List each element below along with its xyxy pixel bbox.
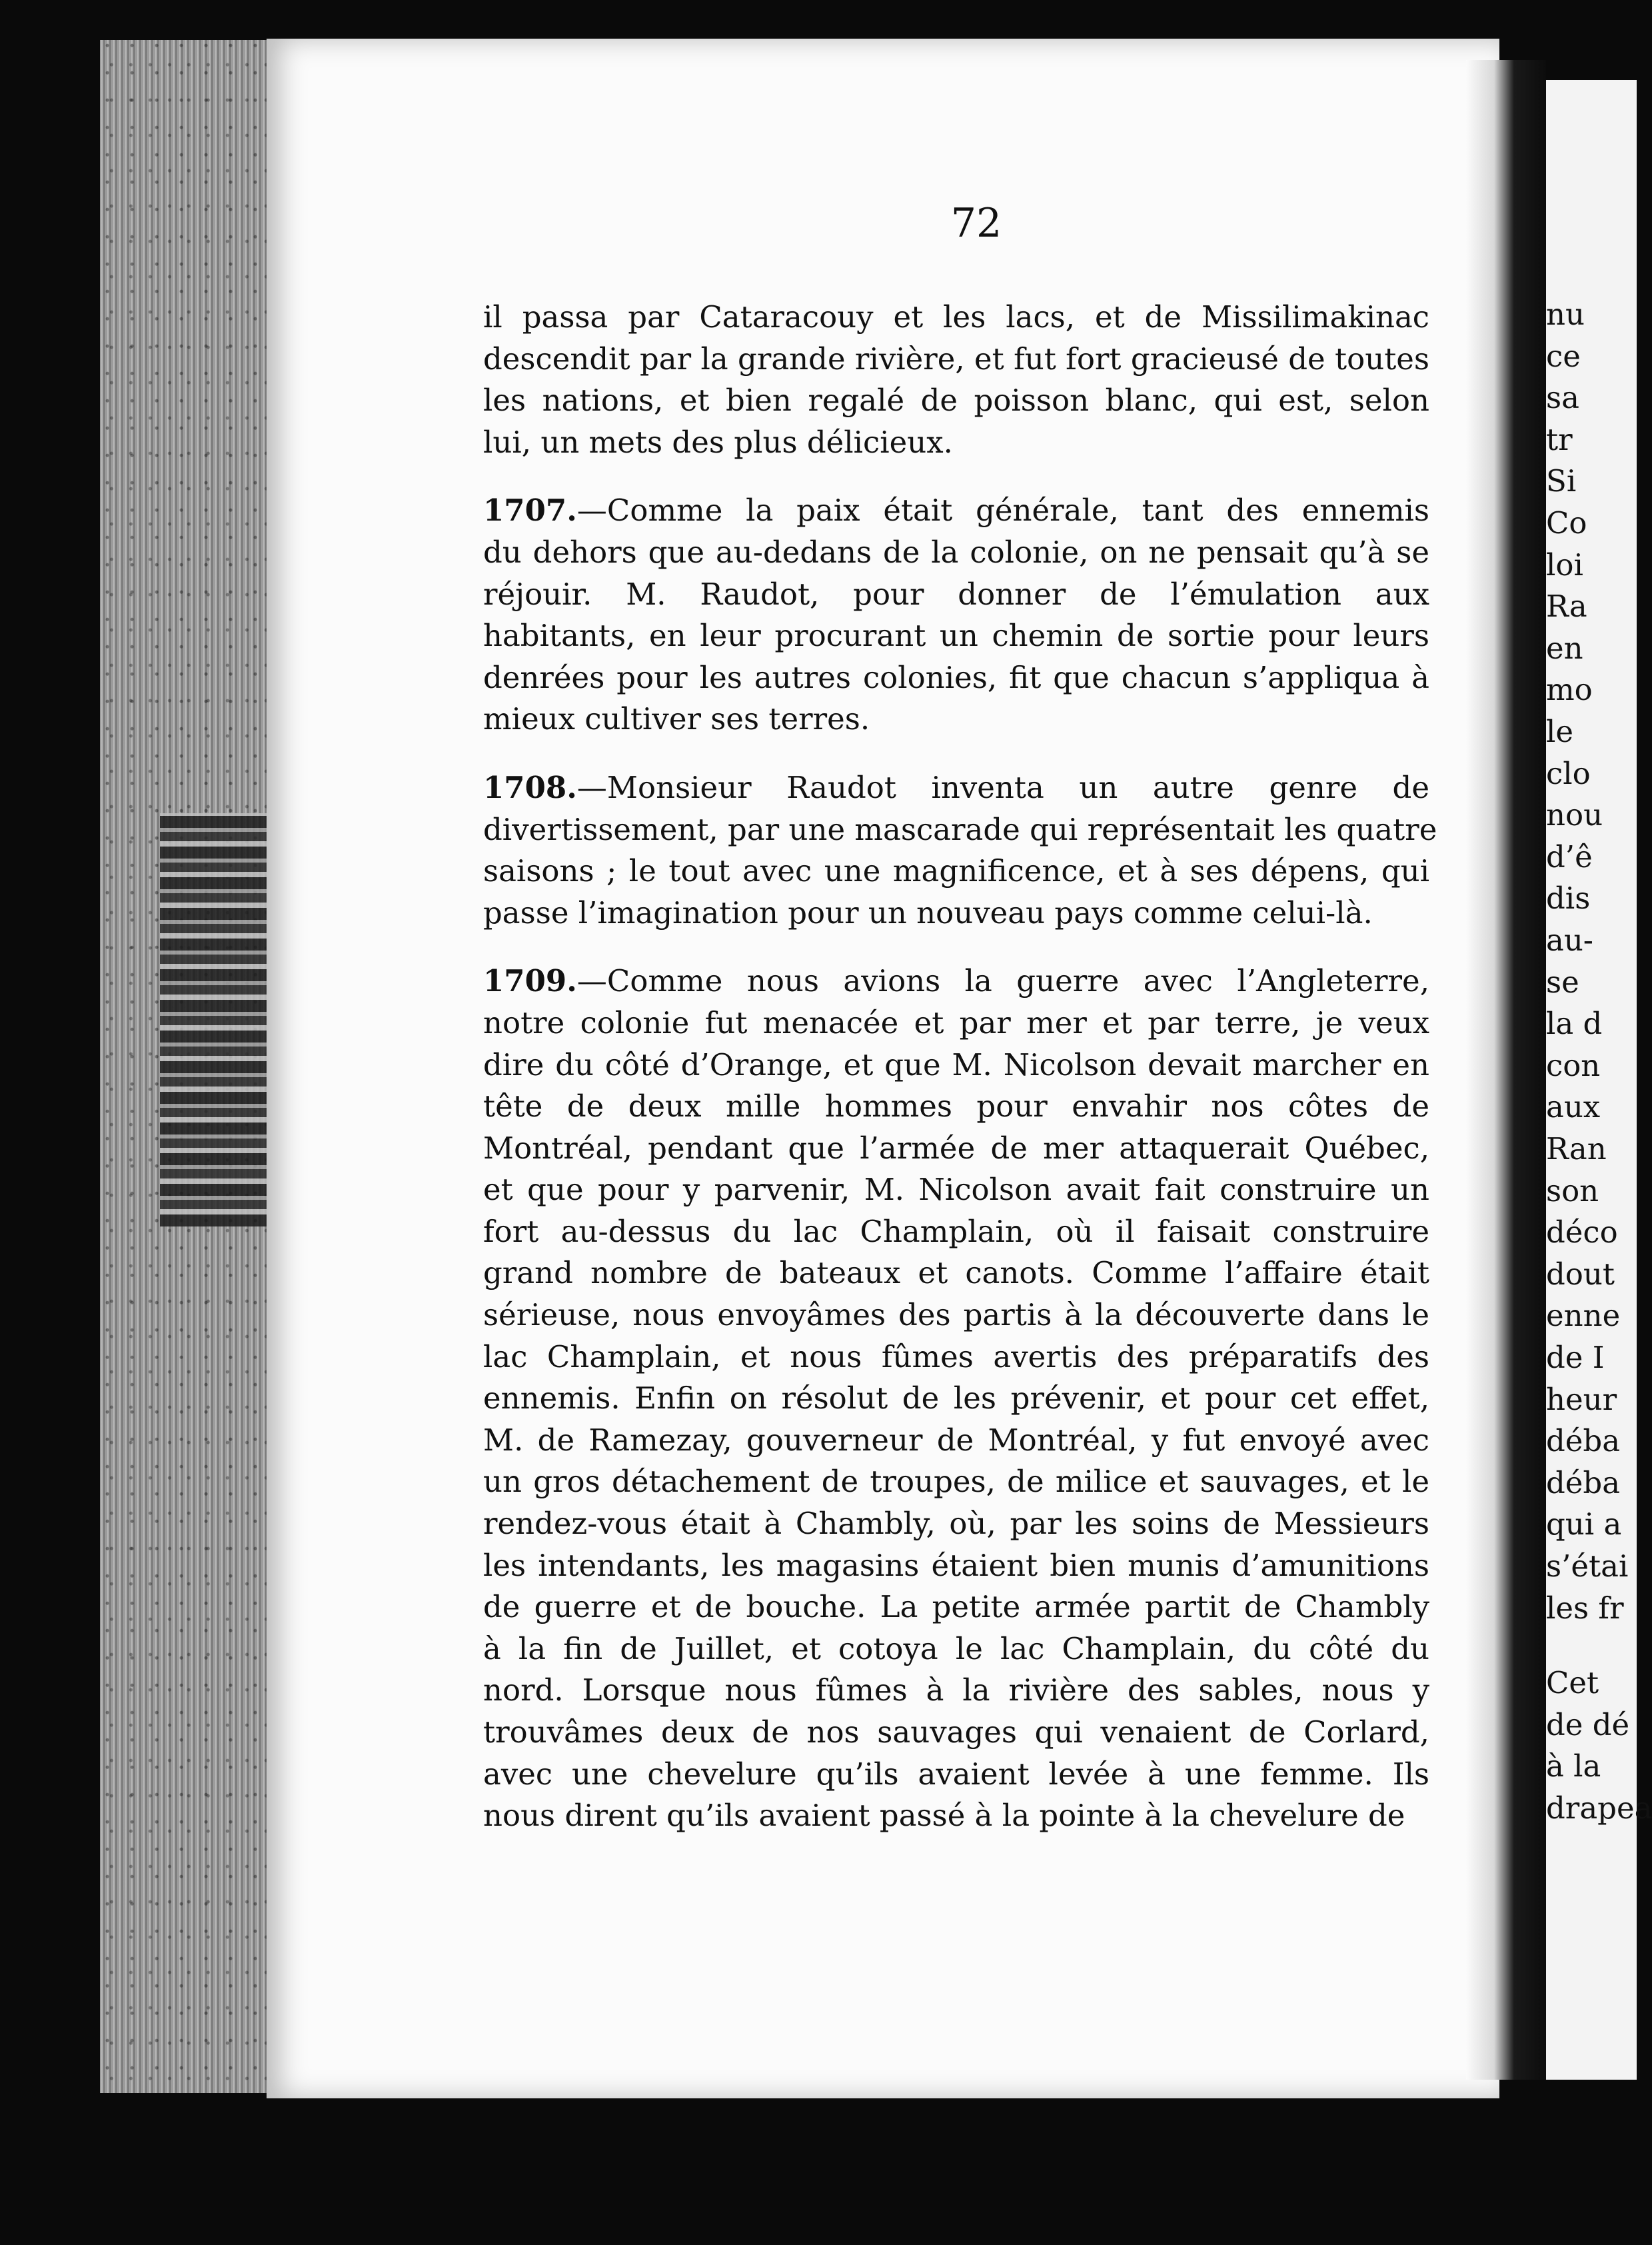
text-line: dire du côté d’Orange, et que M. Nicolson devait marcher en — [483, 1047, 1429, 1083]
text-line: les intendants, les magasins étaient bien munis d’amunitions — [483, 1547, 1429, 1583]
text-line: de guerre et de bouche. La petite armée partit de Chambly — [483, 1589, 1429, 1625]
text-line: denrées pour les autres colonies, fit que chacun s’appliqua à — [483, 659, 1429, 695]
paragraph — [483, 767, 1437, 934]
facing-page-fragment: déba — [1546, 1423, 1621, 1459]
text-line: sérieuse, nous envoyâmes des partis à la découverte dans le — [483, 1297, 1429, 1333]
text-line: notre colonie fut menacée et par mer et par terre, je veux — [483, 1005, 1429, 1041]
text-line: du dehors que au-dedans de la colonie, on ne pensait qu’à se — [483, 534, 1429, 570]
facing-page-fragment: au- — [1546, 923, 1594, 958]
text-line: habitants, en leur procurant un chemin de sortie pour leurs — [483, 618, 1429, 654]
facing-page-fragment: son — [1546, 1172, 1599, 1208]
facing-page-fragment: con — [1546, 1047, 1601, 1083]
year-heading: 1708. — [483, 769, 577, 805]
facing-page-fragment: déco — [1546, 1214, 1618, 1250]
line-text: —Comme nous avions la guerre avec l’Angleterre, — [576, 963, 1429, 999]
facing-page-fragment: nu — [1546, 297, 1585, 332]
text-line: saisons ; le tout avec une magnificence, et à ses dépens, qui — [483, 853, 1429, 889]
facing-page-fragment: heur — [1546, 1381, 1617, 1417]
facing-page-fragment: Co — [1546, 505, 1587, 541]
facing-page-fragment: aux — [1546, 1089, 1601, 1125]
facing-page-fragment: nou — [1546, 797, 1603, 833]
text-line: nord. Lorsque nous fûmes à la rivière des sables, nous y — [483, 1672, 1429, 1708]
facing-page-fragment: Cet — [1546, 1665, 1599, 1701]
text-line: grand nombre de bateaux et canots. Comme l’affaire était — [483, 1255, 1429, 1291]
text-line: divertissement, par une mascarade qui représentait les quatre — [483, 811, 1437, 847]
text-line: mieux cultiver ses terres. — [483, 701, 870, 737]
facing-page-fragment: de I — [1546, 1340, 1605, 1375]
facing-page-fragment: Si — [1546, 463, 1577, 499]
facing-page-fragment: se — [1546, 964, 1579, 1000]
facing-page-fragment: le — [1546, 714, 1574, 749]
facing-page-fragment: loi — [1546, 547, 1583, 583]
facing-page-fragment: dout — [1546, 1256, 1615, 1292]
facing-page-fragment: Ra — [1546, 589, 1587, 625]
text-line: il passa par Cataracouy et les lacs, et de Missilimakinac — [483, 299, 1429, 335]
text-line: descendit par la grande rivière, et fut fort gracieusé de toutes — [483, 341, 1429, 377]
text-line: rendez-vous était à Chambly, où, par les soins de Messieurs — [483, 1506, 1429, 1542]
text-line: réjouir. M. Raudot, pour donner de l’émulation aux — [483, 576, 1429, 612]
text-line — [483, 767, 1429, 809]
text-line: lac Champlain, et nous fûmes avertis des préparatifs des — [483, 1338, 1429, 1374]
text-line: un gros détachement de troupes, de milice et sauvages, et le — [483, 1464, 1429, 1500]
facing-page-fragment: les fr — [1546, 1590, 1624, 1626]
year-heading: 1707. — [483, 493, 577, 529]
facing-page-fragment: dis — [1546, 881, 1591, 917]
text-line: ennemis. Enfin on résolut de les prévenir, et pour cet effet, — [483, 1380, 1429, 1416]
facing-page-fragment: Ran — [1546, 1131, 1607, 1166]
text-line — [483, 490, 1429, 532]
text-line: trouvâmes deux de nos sauvages qui venaient de Corlard, — [483, 1714, 1429, 1750]
text-line: nous dirent qu’ils avaient passé à la pointe à la chevelure de — [483, 1798, 1405, 1834]
library-stamp — [160, 813, 273, 1226]
text-line: à la fin de Juillet, et cotoya le lac Champlain, du côté du — [483, 1630, 1429, 1666]
text-line: avec une chevelure qu’ils avaient levée à une femme. Ils — [483, 1756, 1429, 1792]
text-line: les nations, et bien regalé de poisson blanc, qui est, selon — [483, 383, 1429, 419]
text-line: tête de deux mille hommes pour envahir nos côtes de — [483, 1089, 1429, 1124]
page-text — [483, 297, 1437, 1837]
line-text: —Monsieur Raudot inventa un autre genre de — [576, 769, 1429, 805]
facing-page-fragment: à la — [1546, 1748, 1601, 1784]
facing-page-fragment: en — [1546, 630, 1583, 666]
facing-page-fragment: sa — [1546, 380, 1579, 416]
facing-page-fragment: tr — [1546, 421, 1573, 457]
paragraph — [483, 297, 1429, 463]
facing-page-fragment: la d — [1546, 1006, 1603, 1042]
text-line: passe l’imagination pour un nouveau pays comme celui-là. — [483, 895, 1373, 931]
facing-page-fragment: drapea — [1546, 1790, 1652, 1826]
text-line: M. de Ramezay, gouverneur de Montréal, y fut envoyé avec — [483, 1422, 1429, 1458]
facing-page-fragment: ce — [1546, 338, 1581, 374]
facing-page-fragment: mo — [1546, 672, 1593, 708]
line-text: —Comme la paix était générale, tant des ennemis — [576, 493, 1429, 529]
year-heading: 1709. — [483, 963, 577, 999]
text-line: fort au-dessus du lac Champlain, où il faisait construire — [483, 1213, 1429, 1249]
facing-page-fragment: clo — [1546, 755, 1591, 791]
book-gutter — [1466, 60, 1546, 2080]
facing-page-fragment: déba — [1546, 1464, 1621, 1500]
facing-page-fragment: de dé — [1546, 1706, 1630, 1742]
facing-page-fragment: qui a — [1546, 1506, 1622, 1542]
text-line: Montréal, pendant que l’armée de mer attaquerait Québec, — [483, 1130, 1429, 1166]
paragraph — [483, 490, 1429, 741]
text-line: lui, un mets des plus délicieux. — [483, 424, 953, 460]
paragraph — [483, 961, 1429, 1836]
facing-page-fragment: enne — [1546, 1298, 1621, 1334]
facing-page-fragment: d’ê — [1546, 839, 1593, 875]
text-line: et que pour y parvenir, M. Nicolson avait fait construire un — [483, 1172, 1429, 1208]
page-number: 72 — [950, 200, 1002, 247]
facing-page-fragment: s’étai — [1546, 1548, 1629, 1584]
text-line — [483, 961, 1429, 1003]
